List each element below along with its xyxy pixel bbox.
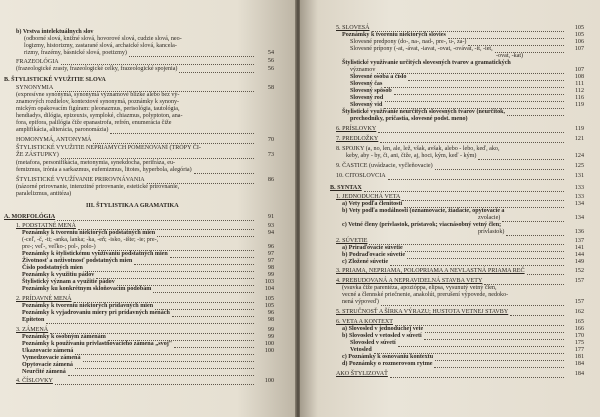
left-toc-line: Ukazovacie zámená [22,348,74,354]
right-page-number: 152 [574,268,584,274]
left-page-number: 104 [264,286,274,292]
left-toc-line: Poznámky ku konkrétnym skloňovacím podobám [22,286,152,292]
right-page-number: 136 [574,229,584,235]
left-dot-leader [170,256,254,258]
right-dot-leader [374,352,564,354]
right-page-number: 165 [574,319,584,325]
left-dot-leader [55,90,254,92]
right-page-number: 181 [574,354,584,360]
left-dot-leader [55,383,254,385]
left-page-number: 58 [267,85,274,91]
right-page-number: 106 [574,39,584,45]
right-toc-line: c) Poznámky k osnovaniu kontextu [342,354,434,360]
right-toc-line: 3. PRIAMA, NEPRIAMA, POLOPRIAMA A NEVLASTNÁ PRIAMA REČ [336,268,525,274]
left-toc-line: Opytovacie zámená [22,362,73,368]
right-toc-line: d) Poznámky o rozmerovom rytme [342,361,433,367]
right-page-number: 162 [574,309,584,315]
left-page-number: 94 [267,230,274,236]
left-toc-line: HOMONYMÁ, ANTONYMÁ [16,137,92,143]
right-toc-line: Slovesné predpony (do-, na-, nad-, pre-, u-, za-) [350,39,467,45]
right-page-number: 137 [574,238,584,244]
right-toc-line: (vsuvka čiže parentéza, apozióppa, elipsa, vysunutý vetný člen, [342,285,497,291]
right-dot-leader [507,114,564,116]
right-dot-leader [388,178,564,180]
right-toc-line: Slovesný spôsob [350,88,392,94]
left-toc-line: femizmus, irónia a sarkazmus, eufemizmus, litotes, hyperbola, alegória) [16,167,192,173]
left-toc-line: Vymedzovacie zámená [22,355,81,361]
right-dot-leader [398,345,564,347]
right-toc-line: Slovesné prípony (-at, -ávat, -iavat, -ovat, -ovávat, -it, -iet, [350,46,493,52]
left-toc-line: znamových rozdielov, kontextové synonymá, poznámky k synony- [16,99,180,105]
left-toc-line: hendiadys, dilógia, epizeuxis, symploké, chiazmus, polyptoton, ana- [16,113,183,119]
right-dot-leader [378,131,564,133]
right-page-number: 107 [574,46,584,52]
right-toc-line: b) Podraďovacie súvetie [342,252,406,258]
left-page-number: 98 [267,317,274,323]
right-toc-line: a) Slovosled v jednoduchej vete [342,326,424,332]
left-dot-leader [129,55,254,57]
right-dot-leader [384,86,564,88]
right-dot-leader [394,93,564,95]
left-toc-line: Neurčité zámená [22,369,66,375]
right-page-number: 116 [575,95,584,101]
right-page-number: 134 [574,215,584,221]
right-dot-leader [435,359,564,361]
left-toc-line: Životnosť a neživotnosť podstatných mien [22,258,133,264]
left-toc-line: FRAZEOLÓGIA [16,59,59,65]
left-page-number: 96 [267,244,274,250]
right-dot-leader [527,273,564,275]
right-dot-leader [510,314,564,316]
left-dot-leader [157,235,254,237]
left-toc-line: 3. ZÁMENÁ [16,327,49,333]
left-toc-line: ŠTYLISTICKÉ VYUŽÍVANIE PRIROVNÁVANIA [16,177,145,183]
left-page-number: 97 [267,258,274,264]
left-dot-leader [75,353,254,355]
left-page-number: 100 [264,348,274,354]
right-dot-leader [407,257,564,259]
right-toc-line: nená výpoveď) [342,299,379,305]
left-dot-leader [74,301,254,303]
left-toc-line: Štylistický význam a využitie pádov [22,279,115,285]
right-dot-leader [369,243,564,245]
right-page-number: 125 [574,163,584,169]
left-page-number: 97 [267,251,274,257]
right-dot-leader [424,338,564,340]
right-dot-leader [377,72,564,74]
left-dot-leader [147,182,254,184]
left-dot-leader [155,308,254,310]
left-toc-line: ŠTYLISTICKÉ VYUŽITIE NEPRIAMYCH POMENOVANÍ (TRÓPY ČI- [16,145,201,151]
right-page-number: 141 [574,245,584,251]
left-dot-leader [61,157,254,159]
right-dot-leader [405,250,564,252]
right-dot-leader [435,168,564,170]
right-toc-line: Poznámky k tvoreniu niektorých slovies [342,32,446,38]
right-toc-line: a) Priraďovacie súvetie [342,245,403,251]
right-page-number: 177 [574,347,584,353]
left-toc-line: (frazeologické zrasty, frazeologické celky, frazeologické spojenia) [16,66,178,72]
right-toc-line: prívlastok) [478,229,505,235]
left-toc-line: Poznámky k osobným zámenám [22,334,106,340]
right-page-number: 112 [575,88,584,94]
right-dot-leader [448,37,564,39]
right-page-number: 134 [574,201,584,207]
right-page-number: 133 [574,185,584,191]
right-dot-leader [408,79,564,81]
right-toc-line: B. SYNTAX [330,185,362,191]
left-toc-line: ŽE ZÁSTUPKY) [16,152,59,158]
left-toc-line: Poznámky k používaniu privlastňovacieho zámena „svoj" [22,341,173,347]
left-dot-leader [179,71,254,73]
right-page-number: 184 [574,371,584,377]
right-toc-line: 4. PREBUDOVANÁ A NEPRAVIDELNÁ STAVBA VETY [336,278,483,284]
right-page [300,0,600,417]
right-dot-leader [402,199,564,201]
right-page-number: 144 [574,252,584,258]
left-toc-line: Poznámky k štylistickému využívaniu podstatných mien [22,251,168,257]
left-toc-line: (expresívne synonymá, synonymá významové blízke alebo bez vý- [16,92,180,98]
right-page-number: 133 [574,194,584,200]
left-toc-line: III. ŠTYLISTIKA A GRAMATIKA [86,203,179,209]
right-page-number: 105 [574,32,584,38]
right-dot-leader [495,51,564,53]
left-dot-leader [57,219,254,221]
left-toc-line: b) Vrstva intelektuálnych slov [16,29,94,35]
left-page-number: 105 [264,296,274,302]
right-toc-line: zvolacie) [478,215,501,221]
left-dot-leader [96,277,254,279]
left-toc-line: Poznámky k tvoreniu niektorých podstatných mien [22,230,156,236]
left-page-number: 70 [267,137,274,143]
right-dot-leader [502,220,564,222]
left-dot-leader [61,63,254,65]
left-page-number: 99 [267,272,274,278]
right-toc-line: a) Vety podľa členitosti [342,201,403,207]
left-toc-line: Epiteton [22,317,45,323]
left-toc-line: rizmy, frazémy, básnické slová, poetizmy) [24,50,127,56]
right-toc-line: Štylistické využívanie neurčitých slovesných tvarov (neurčitok, [342,109,506,115]
left-toc-line: (metafora, personifikácia, metonymia, synekdocha, perifráza, eu- [16,160,176,166]
right-dot-leader [425,331,564,333]
left-dot-leader [174,346,254,348]
right-toc-line: 7. PREDLOŽKY [336,136,379,142]
right-dot-leader [506,234,564,236]
left-toc-line: (názorné prirovnanie, intenzitné prirovnanie, estetické prirovnanie, [16,184,180,190]
left-page-number: 73 [267,152,274,158]
left-toc-line: A. MORFOLÓGIA [4,214,56,220]
left-page-number: 105 [264,303,274,309]
left-dot-leader [172,315,254,317]
left-dot-leader [98,249,254,251]
left-page-number: 100 [264,378,274,384]
left-dot-leader [110,132,254,134]
right-dot-leader [384,107,564,109]
right-page-number: 108 [574,74,584,80]
left-page-number: 56 [267,58,274,64]
right-page-number: 157 [574,299,584,305]
right-dot-leader [380,141,564,143]
right-dot-leader [478,158,564,160]
left-dot-leader [108,339,254,341]
right-toc-line: b) Vety podľa modálnosti (oznamovacie, žiadacie, opytovacie a [342,208,505,214]
left-dot-leader [68,374,254,376]
right-page-number: 121 [574,136,584,142]
right-toc-line: 1. JEDNODUCHÁ VETA [336,194,401,200]
right-toc-line: Slovesný rod [350,95,384,101]
left-toc-line: fora, epifora, palilógia čiže epanastrofa, refrén, enumerácia čiže [16,120,172,126]
right-page-number: 107 [574,67,584,73]
right-toc-line: 5. STRUČNOSŤ A ŠÍRKA VÝRAZU; HUSTOTA VETNEJ STAVBY [336,309,509,315]
left-toc-line: (-ceľ, -č, -ti; -anka, lanka; -ka, -eň; -isko, -ište; -ie; pre-, [22,237,159,243]
left-dot-leader [50,332,254,334]
right-toc-line: 10. CITOSLOVCIA [336,173,386,179]
left-toc-line: 1. PODSTATNÉ MENÁ [16,223,76,229]
right-toc-line: Slovesné osoba a číslo [350,74,407,80]
left-toc-line: SYNONYMIA [16,85,54,91]
left-page-number: 96 [267,310,274,316]
right-dot-leader [390,376,564,378]
left-toc-line: logizmy, historizmy, zastarané slová, archaické slová, kancela- [24,43,177,49]
left-page-number: 91 [267,214,274,220]
left-dot-leader [85,270,254,272]
right-toc-line: keby, aby - by, či, ani, čiže, aj, hoci, kým, keď - kým) [346,153,477,159]
left-dot-leader [194,172,254,174]
left-toc-line: (odborné slová, knižné slová, hovorové slová, cudzie slová, neo- [24,36,182,42]
right-toc-line: vecné a člennské priečnenie, anakolút, prerušení výpovede, nedoko- [342,292,509,298]
right-dot-leader [484,283,564,285]
left-page-number: 100 [264,341,274,347]
right-dot-leader [434,366,564,368]
right-toc-line: Štylistické využívanie určitých slovesných tvarov a gramatických [342,60,511,66]
right-toc-line: 2. SÚVETIE [336,238,368,244]
right-toc-line: významov [350,67,376,73]
right-dot-leader [468,44,564,46]
right-page-number: 175 [574,340,584,346]
left-dot-leader [117,284,254,286]
left-dot-leader [93,142,254,144]
left-page-number: 103 [264,279,274,285]
left-toc-line: mickým opakovacím figúram: pleonazmus, perisológia, tautológia, [16,106,180,112]
left-toc-line: paralelizmus, antitéza) [16,191,72,197]
left-toc-line: pre-; veľ-, veľko-; pol-, polo-) [22,244,96,250]
right-toc-line: Slovosled v súvetí [350,340,396,346]
right-page-number: 119 [575,102,584,108]
right-toc-line: 8. SPOJKY (a, no, len, ale, lež, však, avšak, alebo - lebo, keď, ako, [336,146,500,152]
left-dot-leader [134,263,254,265]
right-toc-line: AKO ŠTYLIZOVAŤ [336,371,388,377]
right-page-number: 131 [574,173,584,179]
right-dot-leader [390,264,564,266]
right-page-number: 166 [574,326,584,332]
left-page-number: 98 [267,265,274,271]
right-toc-line: Slovesný čas [350,81,383,87]
left-dot-leader [83,360,254,362]
left-dot-leader [78,228,254,230]
left-toc-line: 4. ČÍSLOVKY [16,378,53,384]
left-page-number: 56 [267,66,274,72]
right-toc-line: Slovesný vid [350,102,383,108]
left-page-number: 99 [267,334,274,340]
left-toc-line: B. ŠTYLISTICKÉ VYUŽITIE SLOVA [4,77,106,83]
left-toc-line: Číslo podstatných mien [22,265,83,271]
left-toc-line: Poznámky k vyjadrovaniu miery pri prídavných menách [22,310,170,316]
right-page-number: 170 [574,333,584,339]
left-page-number: 54 [267,50,274,56]
right-toc-line: 5. SLOVESÁ [336,25,370,31]
right-toc-line: prechodníky, príčastia, slovesné podst. meno) [350,116,468,122]
right-toc-line: Vetosled [350,347,372,353]
left-page-number: 99 [267,327,274,333]
left-dot-leader [153,291,254,293]
left-page-number: 93 [267,223,274,229]
right-page-number: 124 [574,153,584,159]
right-page-number: 119 [575,126,584,132]
left-toc-line: Poznámky k využitiu pádov [22,272,95,278]
left-toc-line: 2. PRÍDAVNÉ MENÁ [16,296,72,302]
right-toc-line: b) Slovosled v vetosled v súvetí [342,333,422,339]
right-page-number: 149 [574,259,584,265]
left-toc-line: Poznámky k tvoreniu niektorých prídavných mien [22,303,154,309]
right-dot-leader [381,304,564,306]
right-toc-line: 9. ČASTICE (uvádzacie, vyčleňovacie) [336,163,433,169]
right-page-number: 105 [574,25,584,31]
right-toc-line: 6. PRÍSLOVKY [336,126,377,132]
right-toc-line: c) Zložené súvetie [342,259,389,265]
right-dot-leader [372,30,564,32]
left-toc-line: amplifikácia, aliterácia, paronomázia) [16,127,109,133]
right-page-number: 157 [574,278,584,284]
left-page-number: 86 [267,177,274,183]
right-toc-line: -ovat, -kat) [496,53,524,59]
right-page-number: 111 [575,81,584,87]
right-page-number: 184 [574,361,584,367]
left-page [0,0,296,417]
right-dot-leader [385,100,564,102]
right-dot-leader [364,190,564,192]
left-dot-leader [46,322,254,324]
left-dot-leader [75,367,254,369]
right-toc-line: c) Vetné členy (prívlastok, prístavok; viacnásobný vetný člen; [342,222,502,228]
right-dot-leader [404,206,564,208]
right-dot-leader [395,324,564,326]
right-toc-line: 6. VETA A KONTEXT [336,319,393,325]
